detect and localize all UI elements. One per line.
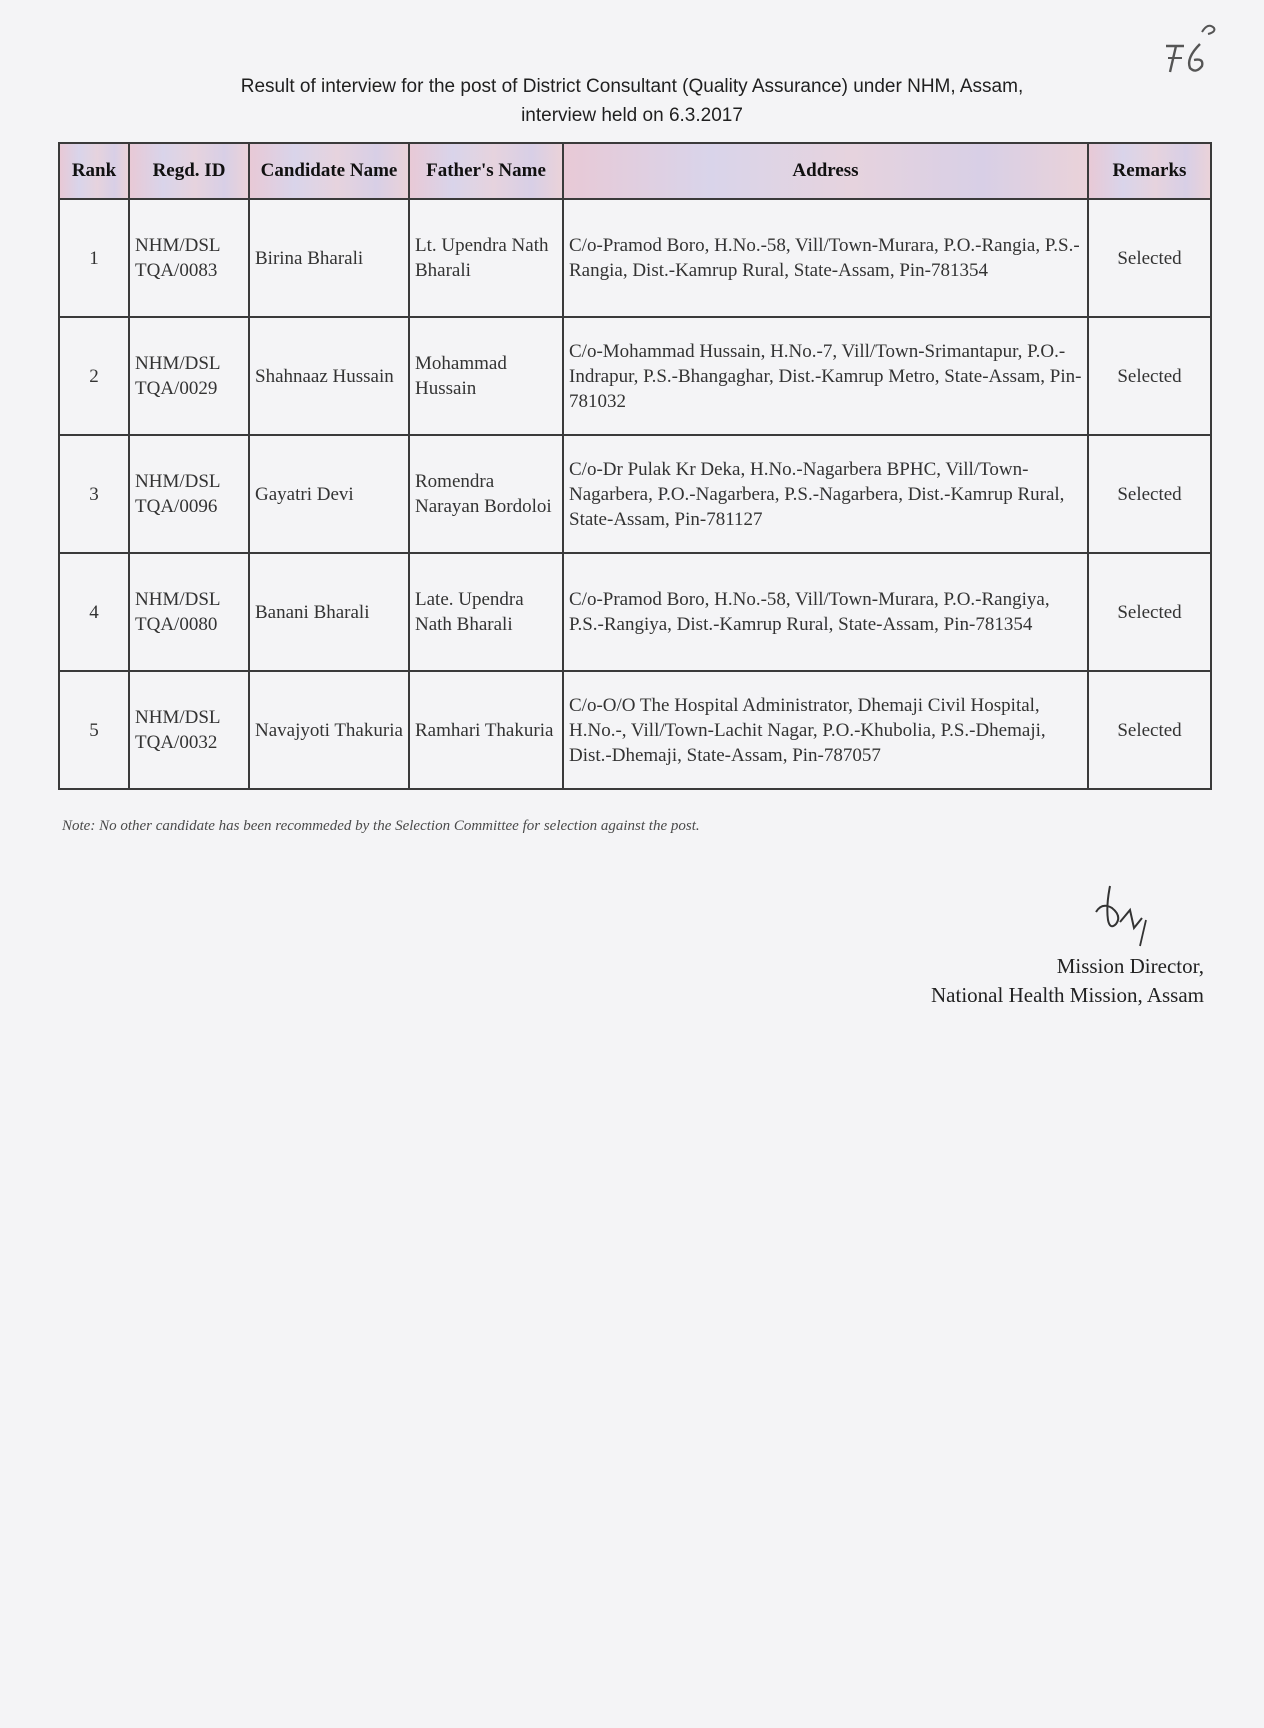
header-address: Address [563, 143, 1088, 199]
cell-candidate-name: Banani Bharali [249, 553, 409, 671]
cell-fathers-name: Ramhari Thakuria [409, 671, 563, 789]
regd-id-part-2: TQA/0080 [135, 614, 218, 635]
handwritten-signature [1080, 880, 1170, 950]
handwritten-page-number [1160, 18, 1230, 80]
document-title [0, 72, 1264, 130]
cell-regd-id [129, 671, 249, 789]
cell-rank: 1 [59, 199, 129, 317]
cell-fathers-name: Mohammad Hussain [409, 317, 563, 435]
cell-address: C/o-Mohammad Hussain, H.No.-7, Vill/Town-Srimantapur, P.O.-Indrapur, P.S.-Bhangaghar, Dist.-Kamrup Metro, State-Assam, Pin-781032 [563, 317, 1088, 435]
title-line-2: interview held on 6.3.2017 [521, 105, 743, 126]
table-row [59, 199, 1211, 317]
header-rank: Rank [59, 143, 129, 199]
footnote: Note: No other candidate has been recommeded by the Selection Committee for selection against the post. [62, 818, 700, 834]
regd-id-part-1: NHM/DSL [135, 471, 221, 492]
cell-address: C/o-O/O The Hospital Administrator, Dhemaji Civil Hospital, H.No.-, Vill/Town-Lachit Nagar, P.O.-Khubolia, P.S.-Dhemaji, Dist.-Dhemaji, State-Assam, Pin-787057 [563, 671, 1088, 789]
cell-remarks: Selected [1088, 435, 1211, 553]
table-row [59, 553, 1211, 671]
regd-id-part-1: NHM/DSL [135, 707, 221, 728]
cell-candidate-name: Gayatri Devi [249, 435, 409, 553]
cell-remarks: Selected [1088, 553, 1211, 671]
cell-regd-id [129, 199, 249, 317]
cell-address: C/o-Dr Pulak Kr Deka, H.No.-Nagarbera BPHC, Vill/Town-Nagarbera, P.O.-Nagarbera, P.S.-Nagarbera, Dist.-Kamrup Rural, State-Assam, Pin-781127 [563, 435, 1088, 553]
signatory-title: Mission Director, [1056, 954, 1204, 978]
cell-regd-id [129, 553, 249, 671]
cell-rank: 2 [59, 317, 129, 435]
signature-drawing [1080, 880, 1170, 950]
regd-id-part-1: NHM/DSL [135, 589, 221, 610]
cell-fathers-name: Romendra Narayan Bordoloi [409, 435, 563, 553]
header-remarks: Remarks [1088, 143, 1211, 199]
cell-remarks: Selected [1088, 199, 1211, 317]
table-row [59, 317, 1211, 435]
header-regd-id: Regd. ID [129, 143, 249, 199]
cell-regd-id [129, 435, 249, 553]
regd-id-part-1: NHM/DSL [135, 353, 221, 374]
title-line-1: Result of interview for the post of District Consultant (Quality Assurance) under NHM, Assam, [240, 76, 1024, 97]
header-fathers-name: Father's Name [409, 143, 563, 199]
cell-candidate-name: Shahnaaz Hussain [249, 317, 409, 435]
cell-remarks: Selected [1088, 317, 1211, 435]
cell-regd-id [129, 317, 249, 435]
cell-rank: 4 [59, 553, 129, 671]
page-mark-drawing [1160, 18, 1230, 80]
regd-id-part-1: NHM/DSL [135, 235, 221, 256]
cell-rank: 3 [59, 435, 129, 553]
cell-rank: 5 [59, 671, 129, 789]
cell-candidate-name: Navajyoti Thakuria [249, 671, 409, 789]
cell-fathers-name: Lt. Upendra Nath Bharali [409, 199, 563, 317]
header-candidate-name: Candidate Name [249, 143, 409, 199]
signatory-organization: National Health Mission, Assam [931, 983, 1204, 1007]
regd-id-part-2: TQA/0032 [135, 732, 218, 753]
cell-remarks: Selected [1088, 671, 1211, 789]
cell-fathers-name: Late. Upendra Nath Bharali [409, 553, 563, 671]
results-table [58, 142, 1212, 790]
cell-candidate-name: Birina Bharali [249, 199, 409, 317]
cell-address: C/o-Pramod Boro, H.No.-58, Vill/Town-Murara, P.O.-Rangiya, P.S.-Rangiya, Dist.-Kamrup Rural, State-Assam, Pin-781354 [563, 553, 1088, 671]
table-header-row [59, 143, 1211, 199]
regd-id-part-2: TQA/0029 [135, 378, 218, 399]
table-row [59, 671, 1211, 789]
cell-address: C/o-Pramod Boro, H.No.-58, Vill/Town-Murara, P.O.-Rangia, P.S.-Rangia, Dist.-Kamrup Rural, State-Assam, Pin-781354 [563, 199, 1088, 317]
regd-id-part-2: TQA/0096 [135, 496, 218, 517]
regd-id-part-2: TQA/0083 [135, 260, 218, 281]
signatory-block [931, 952, 1204, 1010]
table-row [59, 435, 1211, 553]
